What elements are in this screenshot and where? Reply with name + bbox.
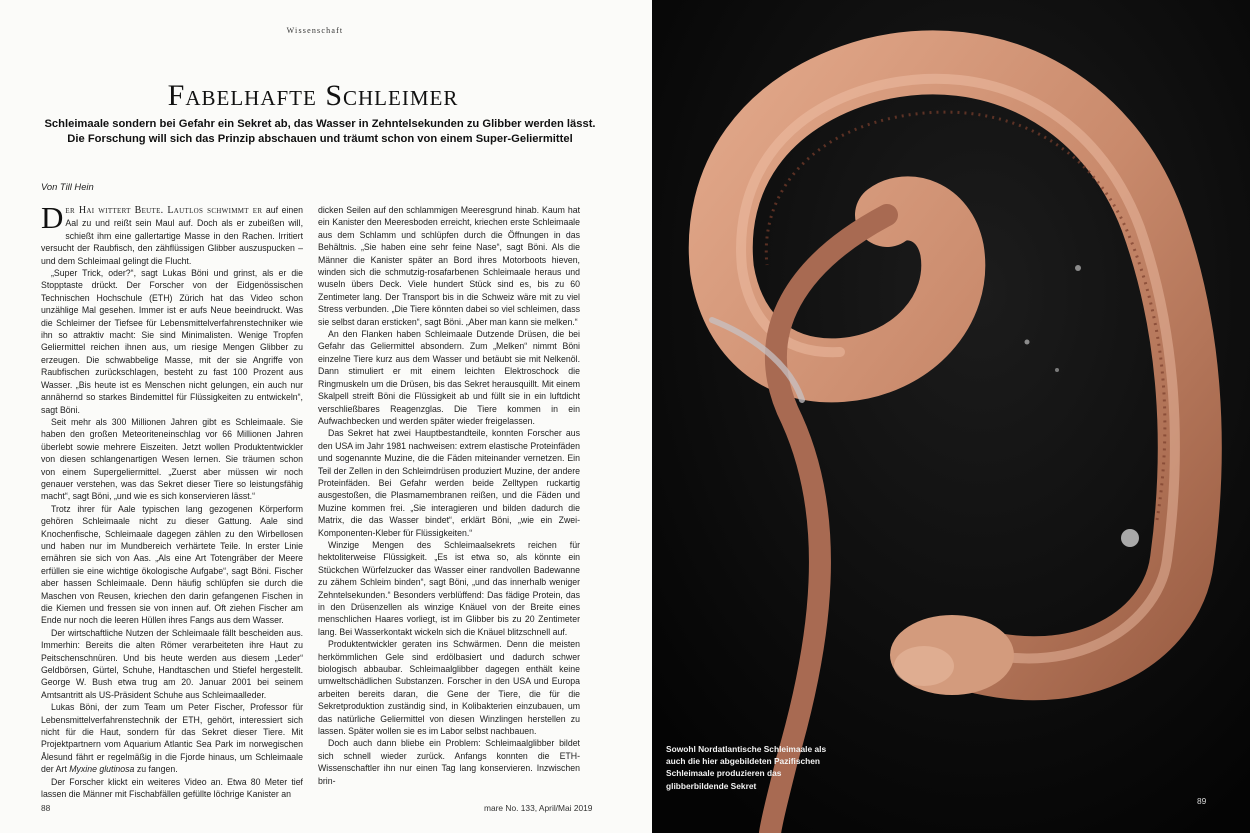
bubble [1075,265,1081,271]
paragraph: An den Flanken haben Schleimaale Dutzende Drüsen, die bei Gefahr das Geliermittel absondern. Zum „Melken“ nimmt Böni einzelne Tiere kurz aus dem Wasser und betäubt sie mit Nelkenöl. Dann stimuliert er mit einem leichten Elektroschock die Ringmuskeln um die Drüsen, bis das Sekret herausquillt. Mit einem Skalpell streift Böni die Flüssigkeit ab und füllt sie in ein luftdicht verschließbares Reagenzglas. Die Tiere kommen in ein Aufwachbecken und werden später wieder freigelassen. [318,329,580,426]
paragraph: Trotz ihrer für Aale typischen lang gezogenen Körperform gehören Schleimaale nicht zu dieser Gattung. Aale sind Knochenfische, Schleimaale dagegen zählen zu den Wirbellosen und haben nur im Mundbereich verhärtete Teile. In erster Linie ernähren sie sich von Aas. „Als eine Art Totengräber der Meere erfüllen sie eine wichtige ökologische Aufgabe“, sagt Böni. Fischer aber hassen Schleimaale. Denn häufig schlüpfen sie durch die Maschen von Reusen, kriechen den darin gefangenen Fischen in die Kiemen und fressen sie von innen auf. Oft ziehen Fischer am Ende nur noch die leeren Hüllen ihres Fangs aus dem Wasser. [41,503,303,626]
paragraph: Der Forscher klickt ein weiteres Video an. Etwa 80 Meter tief lassen die Männer mit Fischabfällen gefüllte löchrige Kanister an [41,776,303,800]
page-number-left: 88 [41,803,51,813]
bubble [1025,340,1030,345]
bubble [1055,368,1059,372]
text-column-2 [318,204,580,794]
paragraph: Der wirtschaftliche Nutzen der Schleimaale fällt bescheiden aus. Immerhin: Bereits die alten Römer verarbeiteten ihre Haut zu Peitschenschnüren. Und bis heute werden aus diesem „Leder“ Geldbörsen, Gürtel, Schuhe, Handtaschen und Stiefel hergestellt. George W. Bush etwa trug am 20. Januar 2001 bei seinem Amtsantritt als US-Präsident Schuhe aus Schleimaalleder. [41,627,303,700]
species-name: Myxine glutinosa [69,764,135,775]
hagfish-snout [894,646,954,686]
paragraph: Produktentwickler geraten ins Schwärmen. Denn die meisten herkömmlichen Gele sind erdölbasiert und dadurch schwer biologisch abbaubar. Schleimaalglibber dagegen enthält keine umweltschädlichen Substanzen. Forscher in den USA und Europa arbeiten bereits daran, die Gene der Tiere, die für die Sekretproduktion zuständig sind, in Kolibakterien einzubauen, um das natürliche Geliermittel von diesen Winzlingen herstellen zu lassen. Später wollen sie es im Labor selbst nachbauen. [318,639,580,737]
paragraph: Doch auch dann bliebe ein Problem: Schleimaalglibber bildet sich schnell wieder zurück. Anfangs konnten die ETH-Wissenschaftler ihn nur einen Tag lang konservieren. Inzwischen brin- [318,738,580,786]
article-deck: Schleimaale sondern bei Gefahr ein Sekret ab, das Wasser in Zehntelsekunden zu Glibber werden lässt. Die Forschung will sich das Prinzip abschauen und träumt schon von einem Super-Geliermittel [44,118,596,146]
paragraph: „Super Trick, oder?“, sagt Lukas Böni und grinst, als er die Stopptaste drückt. Der Forscher von der Eidgenössischen Technischen Hochschule (ETH) Zürich hat das Video schon unzählige Mal gesehen. Immer ist er aufs Neue beeindruckt. Was die Schleimer der Tiefsee für Lebensmittelverfahrenstechniker wie ihn so attraktiv macht: Sie sind Minimalisten. Wenige Tropfen Geliermittel reichen ihnen aus, um riesige Mengen Glibber zu erzeugen. Die schwabbelige Masse, mit der sie Angriffe von Raubfischen zurückschlagen, besteht zu fast 100 Prozent aus Wasser. „Bis heute ist es Menschen nicht gelungen, ein auch nur annähernd so starkes Bindemittel für Flüssigkeiten zu entwickeln“, sagt Böni. [41,268,303,415]
byline: Von Till Hein [41,181,94,192]
paragraph: Seit mehr als 300 Millionen Jahren gibt es Schleimaale. Sie haben den großen Meteoriteneinschlag vor 66 Millionen Jahren überlebt sowie mehrere Eiszeiten. Jetzt wollen Produktentwickler von diesen schlangenartigen Wesen lernen. Sie träumen schon von einem Supergeliermittel. „Zuerst aber müssen wir noch genauer verstehen, was das Sekret dieser Tiere so leistungsfähig macht“, sagt Böni, „und wie es sich konservieren lässt.“ [41,416,303,502]
paragraph-text: Lukas Böni, der zum Team um Peter Fischer, Professor für Lebensmittelverfahrenstechnik der ETH, gehört, interessiert sich nicht für die Haut, sondern für das Sekret dieser Tiere. Mit Projektpartnern vom Aquarium Atlantic Sea Park im norwegischen Ålesund fährt er regelmäßig in die Fjorde hinaus, um Schleimaale der Art [41,702,303,775]
paragraph: Das Sekret hat zwei Hauptbestandteile, konnten Forscher aus den USA im Jahr 1981 nachweisen: extrem elastische Proteinfäden und sogenannte Muzine, die die Fäden miteinander vernetzen. Ein Teil der Zellen in den Schleimdrüsen produziert Muzine, der andere Proteinfäden. Bei Gefahr werden beide Zelltypen ruckartig ausgestoßen, die Plasmamembranen reißen, und die Fäden und Muzine kommen frei. „Sie interagieren und bilden dadurch die Matrix, die das Wasser bindet“, erklärt Böni, „wie ein Zwei-Komponenten-Kleber für Flüssigkeiten.“ [318,428,580,538]
lead-in: er Hai wittert Beute. Lautlos schwimmt er [65,205,263,216]
right-page [652,0,1250,833]
photo-caption: Sowohl Nordatlantische Schleimaale als auch die hier abgebildeten Pazifischen Schleimaale produzieren das glibberbildende Sekret [666,744,827,791]
paragraph-text: zu fangen. [134,764,178,775]
issue-line: mare No. 133, April/Mai 2019 [484,803,593,813]
page-number-right: 89 [1197,796,1207,806]
paragraph [41,200,304,267]
text-column-1 [41,200,304,800]
drop-cap: D [41,200,64,235]
article-headline: Fabelhafte Schleimer [167,79,459,112]
paragraph [41,701,303,775]
paragraph: dicken Seilen auf den schlammigen Meeresgrund hinab. Kaum hat ein Kanister den Meeresboden erreicht, kriechen erste Schleimaale aus dem Schlamm und schlüpfen durch die Öffnungen in das Behältnis. „Sie haben eine sehr feine Nase“, sagt Böni. Als die Männer die Kanister später an Bord ihres Motorboots hieven, winden sich die schmutzig-rosafarbenen Schleimaale heraus und wuseln übers Deck. Viele hundert Stück sind es, bis zu 60 Zentimeter lang. Der Transport bis in die Schweiz wäre mit zu viel Stress verbunden. „Die Tiere könnten dabei so viel schleimen, dass sie selbst daran ersticken“, sagt Böni. „Aber man kann sie melken.“ [318,205,580,327]
section-label: Wissenschaft [286,26,344,35]
hagfish-photo [652,0,1250,833]
paragraph: Winzige Mengen des Schleimaalsekrets reichen für hektoliterweise Flüssigkeit. „Es ist etwa so, als könnte ein Stückchen Würfelzucker das Wasser einer randvollen Badewanne zu zähem Schleim binden“, sagt Böni, „und das innerhalb weniger Zehntelsekunden.“ Besonders verblüffend: Das fädige Protein, das in den Drüsenzellen als winzige Knäuel von der Breite eines menschlichen Haares vorliegt, ist im Glibber bis zu 20 Zentimeter lang. Bei Wasserkontakt wickeln sich die Knäuel blitzschnell auf. [318,539,580,637]
bubble [1121,529,1139,547]
paragraph-text: auf einen Aal zu und reißt sein Maul auf. Doch als er zubeißen will, schießt ihm eine gallertartige Masse in den Rachen. Irritiert versucht der Raubfisch, den zähflüssigen Glibber auszuspucken – und dem Schleimaal gelingt die Flucht. [41,205,304,266]
